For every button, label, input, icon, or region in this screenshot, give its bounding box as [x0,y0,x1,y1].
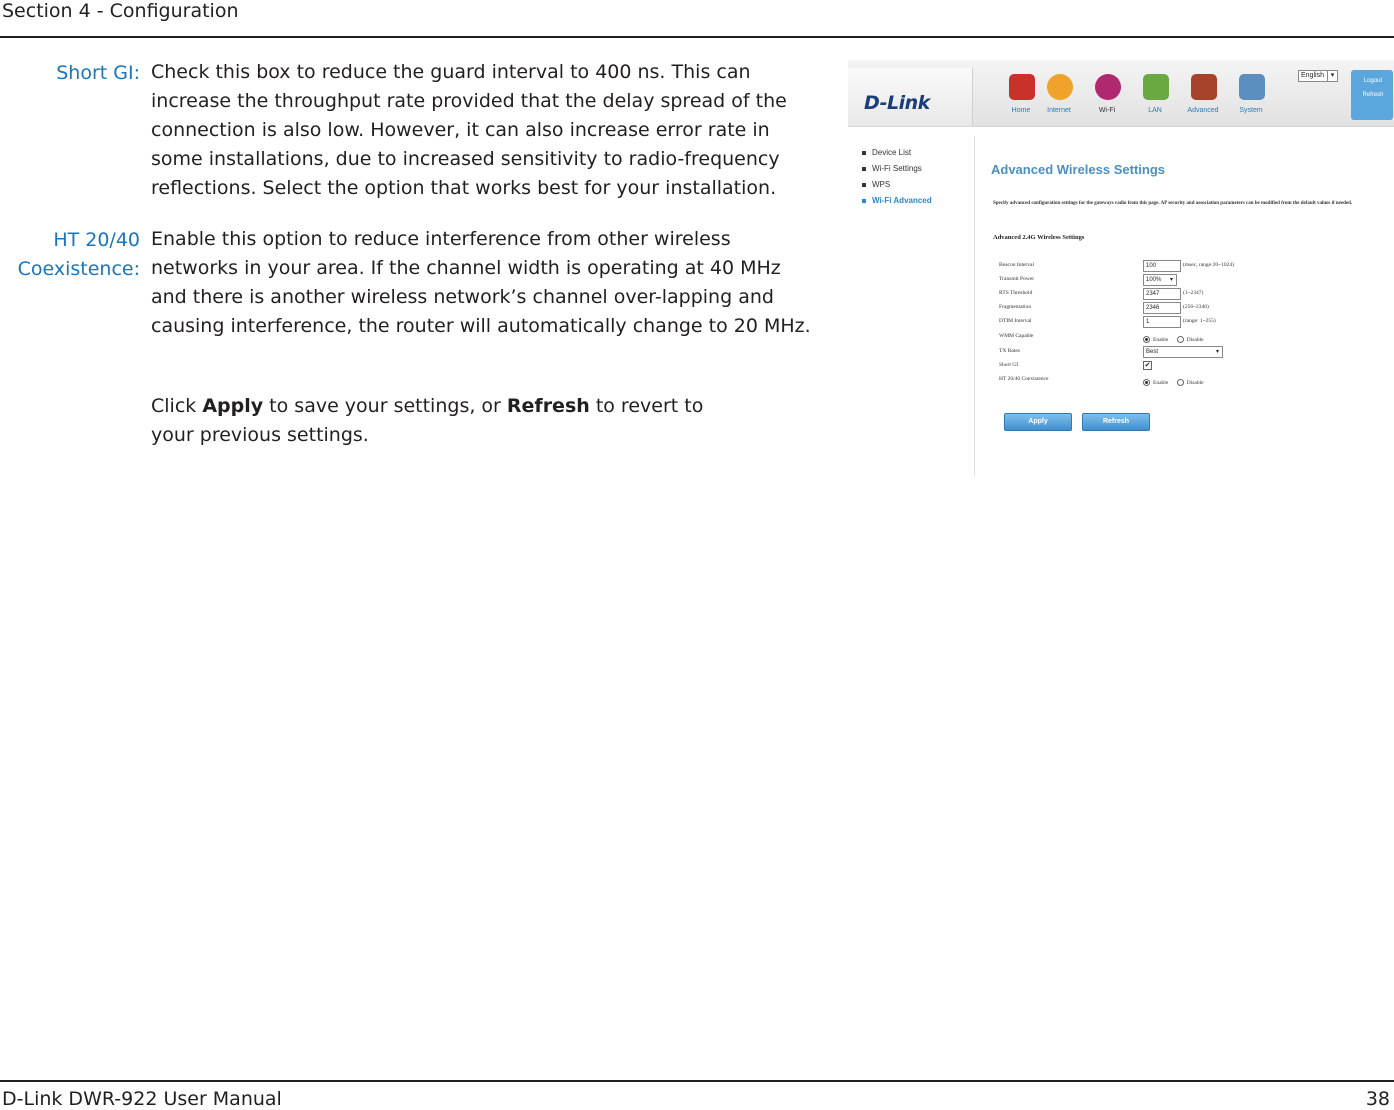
dlink-logo: D-Link [864,92,930,114]
beacon-input[interactable]: 100 [1143,260,1181,272]
apply-note-mid: to save your settings, or [263,395,507,417]
wmm-disable-radio[interactable] [1177,336,1184,343]
row-beacon-interval [999,260,1379,272]
bullet-icon [862,199,866,203]
globe-icon [1047,74,1073,100]
section-title: Advanced 2.4G Wireless Settings [993,234,1085,241]
sidebar-item-label: Device List [872,148,912,157]
tx-power-value: 100% [1146,277,1162,283]
footer-manual-title: D-Link DWR-922 User Manual [2,1088,282,1110]
nav-home-label: Home [1011,107,1031,114]
top-refresh-button[interactable]: Refresh [1362,92,1384,98]
nav-advanced[interactable] [1178,74,1228,120]
beacon-label: Beacon Interval [999,262,1034,268]
apply-note [151,392,751,450]
short-gi-label: Short GI [999,362,1019,368]
row-fragmentation [999,302,1379,314]
nav-lan-label: LAN [1148,107,1162,114]
frag-hint: (256~2346) [1183,304,1209,310]
row-tx-rates [999,346,1379,358]
wifi-icon [1095,74,1121,100]
wmm-enable-radio[interactable] [1143,336,1150,343]
side-button-group [1351,70,1393,120]
row-rts-threshold [999,288,1379,300]
sidebar-item-wps[interactable] [862,180,890,189]
row-dtim-interval [999,316,1379,328]
chevron-down-icon: ▾ [1169,277,1173,283]
footer-divider [0,1080,1394,1082]
ht-label: HT 20/40 Coexistence [999,376,1049,382]
sidebar-item-label: Wi-Fi Settings [872,164,922,173]
header-divider [0,36,1394,38]
lan-icon [1143,74,1169,100]
dtim-label: DTIM Interval [999,318,1032,324]
home-icon [1009,74,1035,100]
nav-wifi[interactable] [1082,74,1132,120]
logout-button[interactable]: Logout [1363,78,1383,84]
tx-rates-label: TX Rates [999,348,1020,354]
wmm-disable-label: Disable [1186,336,1204,343]
chevron-down-icon: ▾ [1215,349,1219,355]
apply-keyword: Apply [202,395,264,417]
nav-internet-label: Internet [1047,107,1071,114]
term-ht-2040-line1: HT 20/40 [53,229,140,251]
desc-short-gi: Check this box to reduce the guard interval to 400 ns. This can increase the throughput rate provided that the delay spread of the connection is also low. However, it can also increase error rate in some installations, due to increased sensitivity to radio-frequency reflections. Select the option that works best for your installation. [151,61,787,199]
sidebar-item-wifi-advanced[interactable] [862,196,932,205]
term-short-gi: Short GI: [56,62,140,84]
wmm-label: WMM Capable [999,333,1034,339]
refresh-keyword: Refresh [506,395,590,417]
rts-input[interactable]: 2347 [1143,288,1181,300]
router-topbar [848,60,1394,127]
beacon-hint: (msec, range:20~1024) [1183,262,1234,268]
page-description: Specify advanced configuration settings for the gateways radio from this page. AP security and association parameters can be modified from the default values if needed. [993,201,1353,206]
router-screenshot [848,60,1394,476]
tx-rates-select[interactable] [1143,346,1223,358]
apply-note-post: to revert to your previous settings. [151,395,704,446]
apply-button[interactable]: Apply [1004,413,1072,431]
nav-wifi-label: Wi-Fi [1098,107,1116,114]
row-short-gi [999,360,1379,372]
tx-power-select[interactable] [1143,274,1177,286]
rts-label: RTS Threshold [999,290,1033,296]
row-wmm-capable [999,331,1379,343]
chevron-down-icon: ▾ [1327,71,1337,81]
frag-input[interactable]: 2346 [1143,302,1181,314]
ht-enable-label: Enable [1153,379,1169,386]
ht-disable-label: Disable [1186,379,1204,386]
nav-advanced-label: Advanced [1187,107,1219,114]
nav-system-label: System [1239,107,1263,114]
bullet-icon [862,167,866,171]
refresh-button[interactable]: Refresh [1082,413,1150,431]
language-value: English [1301,72,1324,79]
row-transmit-power [999,274,1379,286]
nav-lan[interactable] [1130,74,1180,120]
tx-rates-value: Best [1146,349,1159,355]
tx-power-label: Transmit Power [999,276,1035,282]
term-ht-2040-line2: Coexistence: [17,258,140,280]
page-number: 38 [1365,1088,1390,1110]
row-ht-coexistence [999,374,1379,386]
monitor-icon [1239,74,1265,100]
language-select[interactable] [1298,70,1338,82]
wmm-enable-label: Enable [1153,336,1169,343]
sidebar-item-label: Wi-Fi Advanced [872,196,932,205]
dtim-input[interactable]: 1 [1143,316,1181,328]
dtim-hint: (range: 1~255) [1183,318,1216,324]
apply-note-pre: Click [151,395,203,417]
logo-tab [848,68,973,126]
page-title: Advanced Wireless Settings [991,162,1165,177]
section-header: Section 4 - Configuration [2,0,239,22]
ht-radio-group [1143,374,1208,392]
tools-icon [1191,74,1217,100]
nav-system[interactable] [1226,74,1276,120]
nav-internet[interactable] [1034,74,1084,120]
frag-label: Fragmentation [999,304,1032,310]
ht-disable-radio[interactable] [1177,379,1184,386]
bullet-icon [862,183,866,187]
sidebar-item-device-list[interactable] [862,148,911,157]
desc-ht-2040: Enable this option to reduce interference from other wireless networks in your area. If the channel width is operating at 40 MHz and there is another wireless network’s channel over-lapping and causing interference, the router will automatically change to 20 MHz. [151,228,811,337]
ht-enable-radio[interactable] [1143,379,1150,386]
short-gi-checkbox[interactable]: ✔ [1144,362,1151,369]
sidebar-item-wifi-settings[interactable] [862,164,922,173]
bullet-icon [862,151,866,155]
sidebar-item-label: WPS [872,180,891,189]
rts-hint: (1~2347) [1183,290,1204,296]
